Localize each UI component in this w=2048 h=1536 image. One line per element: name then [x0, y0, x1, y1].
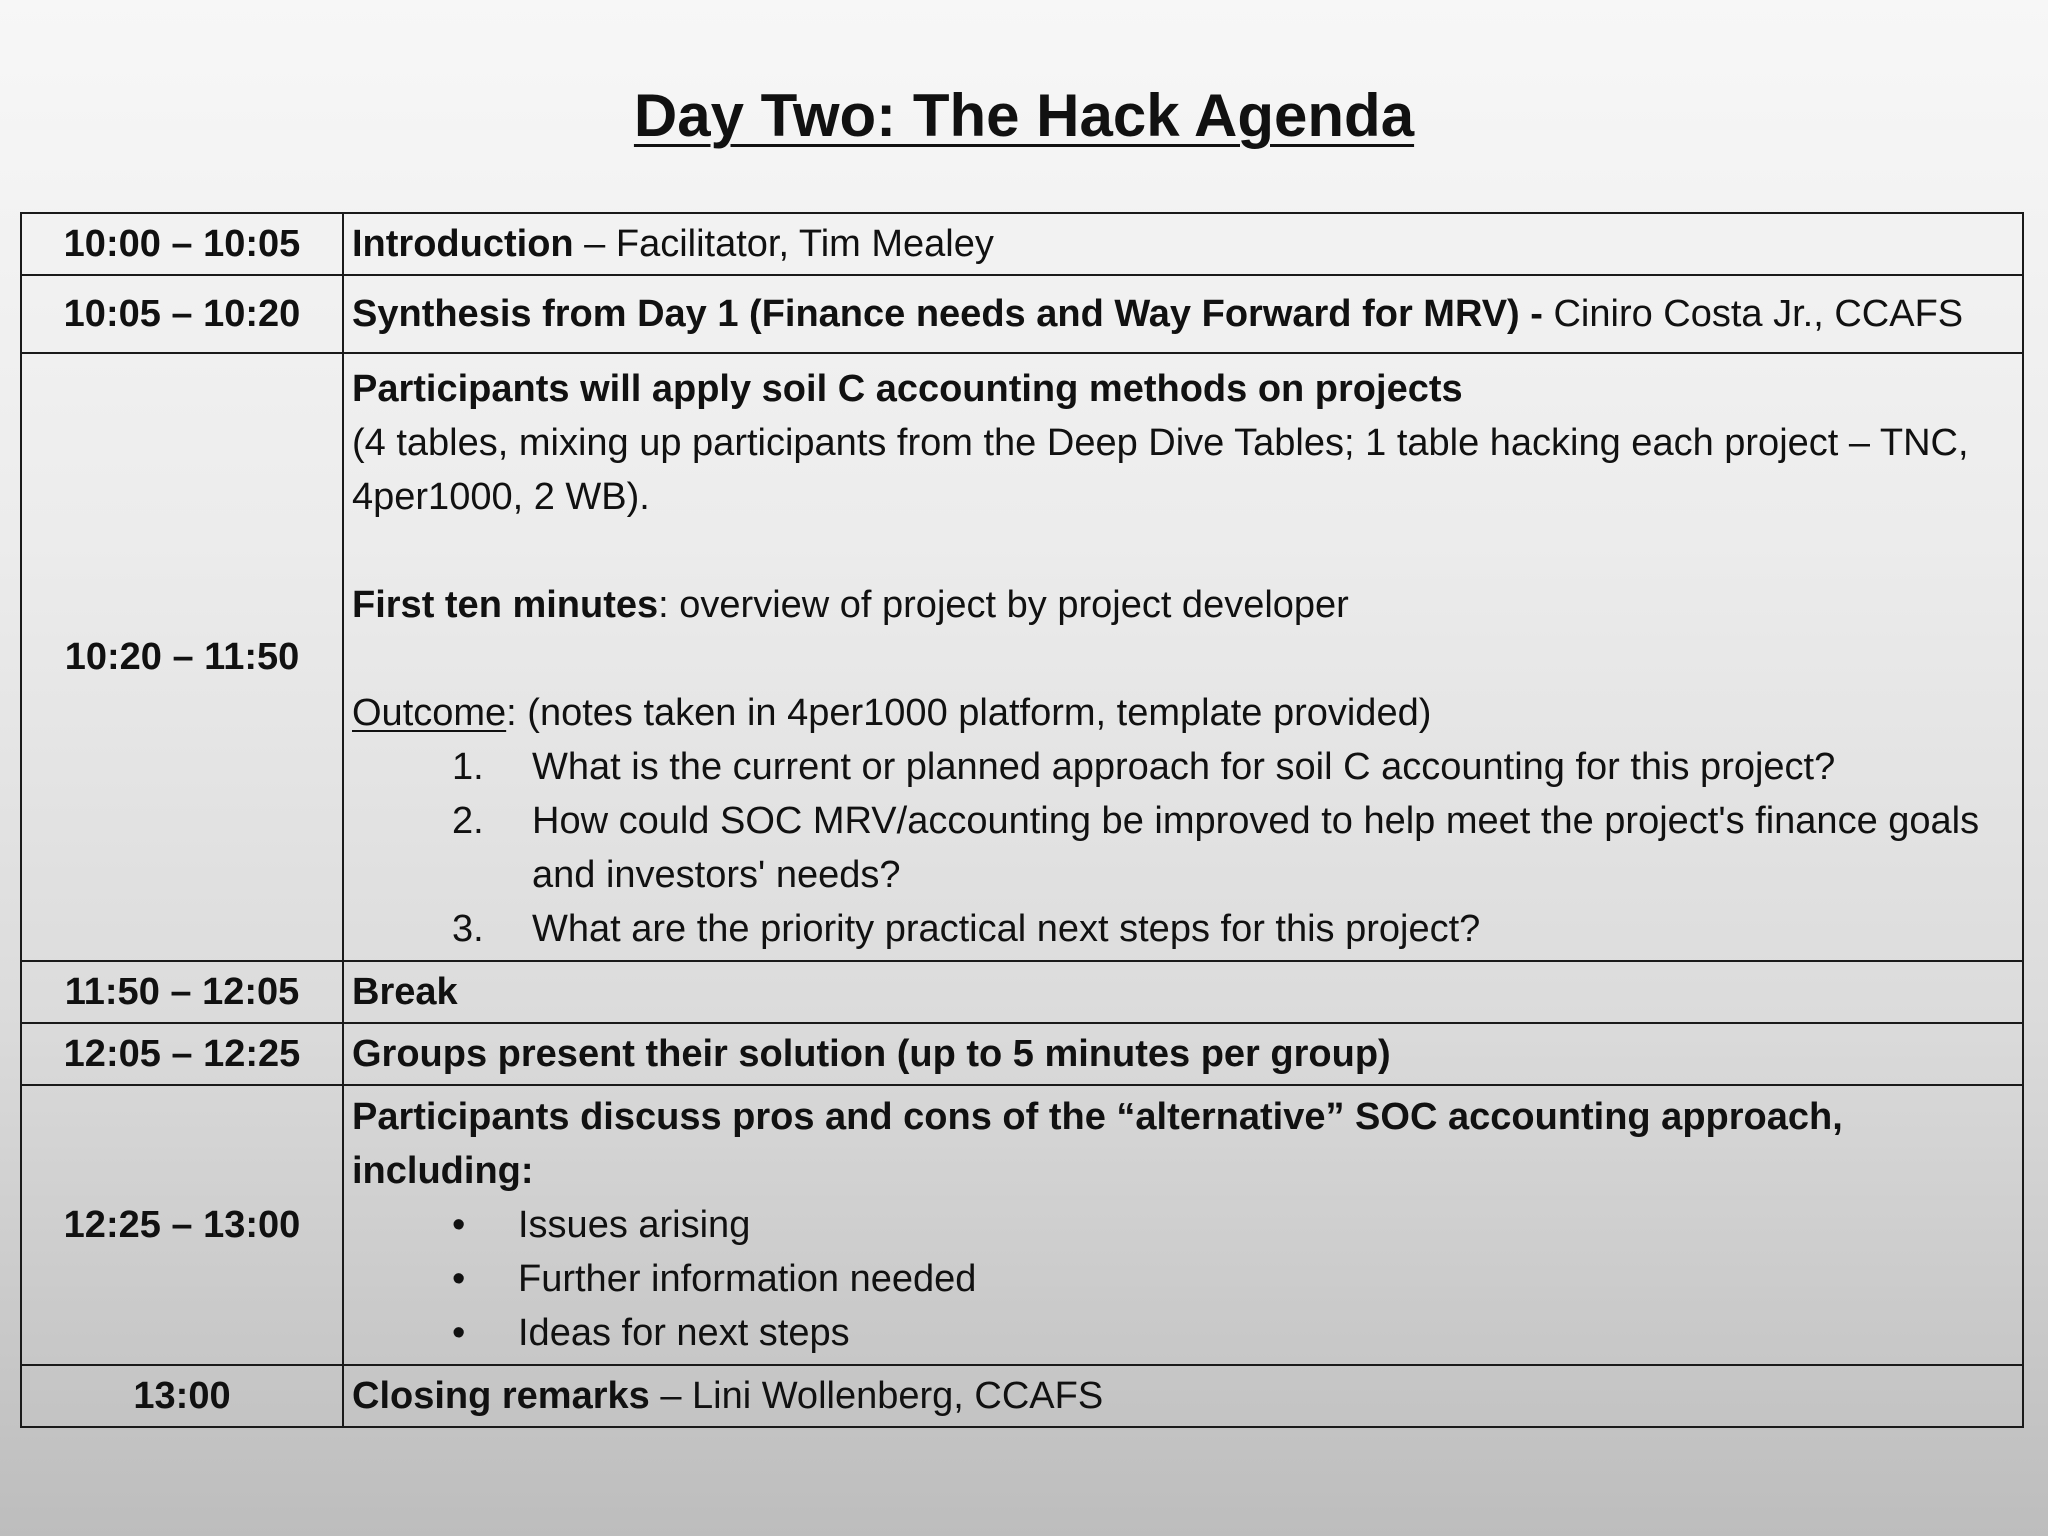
agenda-table — [20, 212, 2024, 1428]
list-item — [352, 794, 2014, 902]
session-presenter: – Lini Wollenberg, CCAFS — [649, 1375, 1104, 1417]
description-cell — [343, 961, 2023, 1023]
time-cell: 12:05 – 12:25 — [21, 1023, 343, 1085]
session-presenter: Ciniro Costa Jr., CCAFS — [1553, 293, 1964, 335]
outcome — [352, 686, 2014, 740]
description-cell — [343, 353, 2023, 961]
time-cell: 13:00 — [21, 1365, 343, 1427]
outcome-text: : (notes taken in 4per1000 platform, template provided) — [506, 692, 1432, 734]
list-item — [352, 902, 2014, 956]
item-text: Ideas for next steps — [518, 1312, 850, 1354]
slide-title: Day Two: The Hack Agenda — [633, 82, 1415, 149]
time-cell: 10:05 – 10:20 — [21, 275, 343, 353]
item-text: Issues arising — [518, 1204, 751, 1246]
list-item — [352, 1198, 2014, 1252]
item-number: 1. — [452, 746, 484, 788]
agenda-row — [21, 1365, 2023, 1427]
spacer — [352, 524, 2014, 578]
spacer — [352, 632, 2014, 686]
time-cell: 10:20 – 11:50 — [21, 353, 343, 961]
description-cell — [343, 1085, 2023, 1365]
time-cell: 11:50 – 12:05 — [21, 961, 343, 1023]
session-title: Participants discuss pros and cons of the “alternative” SOC accounting approach, including: — [352, 1096, 1843, 1192]
session-presenter: – Facilitator, Tim Mealey — [573, 223, 994, 265]
list-item — [352, 1252, 2014, 1306]
agenda-row — [21, 213, 2023, 275]
bullet-icon: • — [452, 1204, 466, 1246]
item-text: What are the priority practical next steps for this project? — [532, 908, 1481, 950]
list-item — [352, 740, 2014, 794]
agenda-row — [21, 1085, 2023, 1365]
question-list — [352, 740, 2014, 956]
session-title: Closing remarks — [352, 1375, 650, 1417]
bullet-icon: • — [452, 1312, 466, 1354]
description-cell — [343, 1365, 2023, 1427]
bullet-list — [352, 1198, 2014, 1360]
bullet-icon: • — [452, 1258, 466, 1300]
time-cell: 12:25 – 13:00 — [21, 1085, 343, 1365]
description-cell — [343, 213, 2023, 275]
agenda-row — [21, 275, 2023, 353]
first-ten-label: First ten minutes — [352, 584, 659, 626]
agenda-row — [21, 961, 2023, 1023]
agenda-row — [21, 353, 2023, 961]
first-ten-minutes — [352, 578, 2014, 632]
item-text: What is the current or planned approach for soil C accounting for this project? — [532, 746, 1836, 788]
item-number: 2. — [452, 800, 484, 842]
session-title: Participants will apply soil C accounting methods on projects — [352, 368, 1463, 410]
outcome-label: Outcome — [352, 692, 507, 734]
description-cell — [343, 275, 2023, 353]
first-ten-text: : overview of project by project developer — [658, 584, 1349, 626]
session-title: Break — [352, 971, 458, 1013]
session-detail: (4 tables, mixing up participants from the Deep Dive Tables; 1 table hacking each project – TNC, 4per1000, 2 WB). — [352, 422, 1969, 518]
description-cell — [343, 1023, 2023, 1085]
session-title: Synthesis from Day 1 (Finance needs and Way Forward for MRV) - — [352, 293, 1554, 335]
item-text: Further information needed — [518, 1258, 977, 1300]
list-item — [352, 1306, 2014, 1360]
item-text: How could SOC MRV/accounting be improved to help meet the project's finance goals and investors' needs? — [532, 800, 1980, 896]
session-title: Introduction — [352, 223, 574, 265]
session-title: Groups present their solution (up to 5 minutes per group) — [352, 1033, 1391, 1075]
agenda-row — [21, 1023, 2023, 1085]
time-cell: 10:00 – 10:05 — [21, 213, 343, 275]
item-number: 3. — [452, 908, 484, 950]
